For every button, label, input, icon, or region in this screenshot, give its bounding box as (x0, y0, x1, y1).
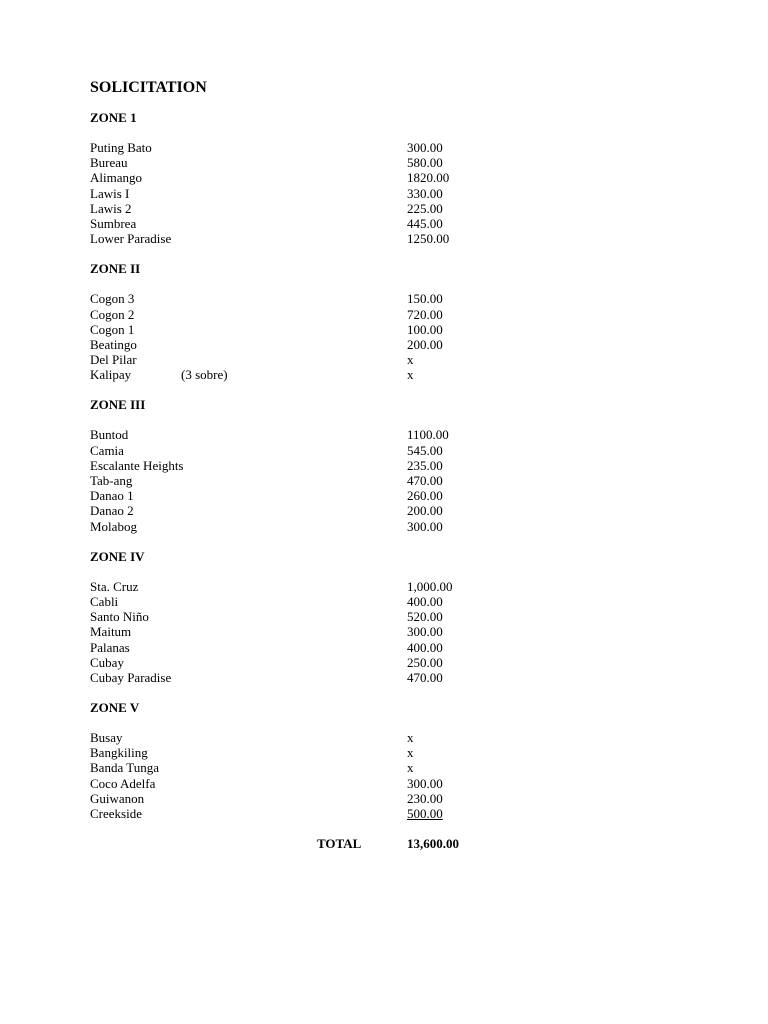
amount-value: x (407, 730, 414, 746)
amount-value: 400.00 (407, 593, 443, 609)
amount-value: 330.00 (407, 185, 443, 201)
location-name: Cubay (90, 654, 124, 670)
list-item (90, 503, 690, 518)
list-item (90, 231, 690, 246)
amount-value: 520.00 (407, 609, 443, 625)
location-name: Sumbrea (90, 215, 137, 231)
location-name: Cogon 2 (90, 306, 135, 322)
list-item (90, 519, 690, 534)
amount-value: 470.00 (407, 669, 443, 685)
amount-value: 720.00 (407, 306, 443, 322)
location-name: Lawis 2 (90, 200, 132, 216)
amount-value: 580.00 (407, 155, 443, 171)
location-name: Alimango (90, 170, 142, 186)
amount-value: 230.00 (407, 790, 443, 806)
amount-value: x (407, 352, 414, 368)
zones-container (90, 110, 690, 821)
list-item (90, 594, 690, 609)
zone-heading: ZONE 1 (90, 110, 137, 125)
document-page (90, 78, 690, 852)
location-name: Banda Tunga (90, 760, 159, 776)
location-name: Cabli (90, 593, 119, 609)
zone-section (90, 397, 690, 533)
total-row (90, 836, 690, 852)
zone-heading: ZONE II (90, 261, 141, 277)
location-name: Lower Paradise (90, 231, 172, 247)
zone-section (90, 549, 690, 685)
list-item (90, 640, 690, 655)
amount-value: 235.00 (407, 457, 443, 473)
list-item (90, 307, 690, 322)
location-name: Cogon 3 (90, 291, 135, 307)
amount-value: 260.00 (407, 488, 443, 504)
amount-value: 400.00 (407, 639, 443, 655)
location-name: Cogon 1 (90, 321, 135, 337)
amount-value: 150.00 (407, 291, 443, 307)
location-name: Santo Niño (90, 609, 149, 625)
location-name: Puting Bato (90, 140, 152, 155)
amount-value: 300.00 (407, 140, 443, 155)
location-name: Molabog (90, 518, 137, 534)
amount-value: x (407, 760, 414, 776)
list-item (90, 216, 690, 231)
zone-heading: ZONE IV (90, 548, 145, 564)
list-item (90, 155, 690, 170)
list-item (90, 488, 690, 503)
location-name: Danao 1 (90, 488, 134, 504)
location-name: Lawis I (90, 185, 130, 201)
list-item (90, 201, 690, 216)
list-item (90, 186, 690, 201)
amount-value: 225.00 (407, 200, 443, 216)
list-item (90, 140, 690, 155)
list-item (90, 670, 690, 685)
amount-value: 1250.00 (407, 231, 450, 247)
amount-value: 250.00 (407, 654, 443, 670)
list-item (90, 760, 690, 775)
list-item (90, 791, 690, 806)
amount-value: 300.00 (407, 624, 443, 640)
list-item (90, 352, 690, 367)
location-name: Camia (90, 442, 124, 458)
list-item (90, 624, 690, 639)
location-name: Beatingo (90, 336, 137, 352)
location-name: Guiwanon (90, 790, 145, 806)
location-name: Busay (90, 730, 123, 746)
location-name: Del Pilar (90, 352, 137, 368)
amount-value: 200.00 (407, 503, 443, 519)
amount-value: 300.00 (407, 518, 443, 534)
list-item (90, 291, 690, 306)
amount-value: 300.00 (407, 775, 443, 791)
list-item (90, 322, 690, 337)
location-name: Buntod (90, 427, 129, 443)
zone-heading: ZONE III (90, 397, 146, 413)
amount-value: 470.00 (407, 473, 443, 488)
amount-value: 1100.00 (407, 427, 449, 443)
list-item (90, 367, 690, 382)
list-item (90, 806, 690, 821)
amount-value: x (407, 367, 414, 383)
amount-value: x (407, 745, 414, 761)
amount-value: 545.00 (407, 442, 443, 458)
zone-section (90, 700, 690, 821)
amount-value: 200.00 (407, 336, 443, 352)
amount-value: 1820.00 (407, 170, 450, 186)
location-name: Tab-ang (90, 473, 133, 488)
amount-value: 1,000.00 (407, 578, 453, 594)
location-name: Danao 2 (90, 503, 134, 519)
list-item (90, 170, 690, 185)
list-item (90, 609, 690, 624)
amount-value: 445.00 (407, 215, 443, 231)
list-item (90, 427, 690, 442)
list-item (90, 730, 690, 745)
location-name: Cubay Paradise (90, 669, 172, 685)
total-label: TOTAL (317, 836, 362, 852)
location-name: Maitum (90, 624, 132, 640)
list-item (90, 458, 690, 473)
document-title: SOLICITATION (90, 79, 207, 96)
list-item (90, 443, 690, 458)
location-name: Sta. Cruz (90, 578, 139, 594)
total-value: 13,600.00 (407, 836, 459, 852)
zone-section (90, 110, 690, 246)
list-item (90, 337, 690, 352)
location-name: Escalante Heights (90, 457, 184, 473)
location-name: Creekside (90, 806, 142, 821)
location-name: Palanas (90, 639, 130, 655)
location-name: Coco Adelfa (90, 775, 156, 791)
list-item (90, 745, 690, 760)
zone-heading: ZONE V (90, 700, 140, 716)
location-name: Bangkiling (90, 745, 148, 761)
list-item (90, 579, 690, 594)
list-item (90, 776, 690, 791)
list-item (90, 655, 690, 670)
location-note: (3 sobre) (181, 367, 228, 383)
location-name: Bureau (90, 155, 128, 171)
amount-value: 500.00 (407, 806, 443, 821)
list-item (90, 473, 690, 488)
amount-value: 100.00 (407, 321, 443, 337)
location-name: Kalipay (90, 367, 132, 383)
zone-section (90, 261, 690, 382)
